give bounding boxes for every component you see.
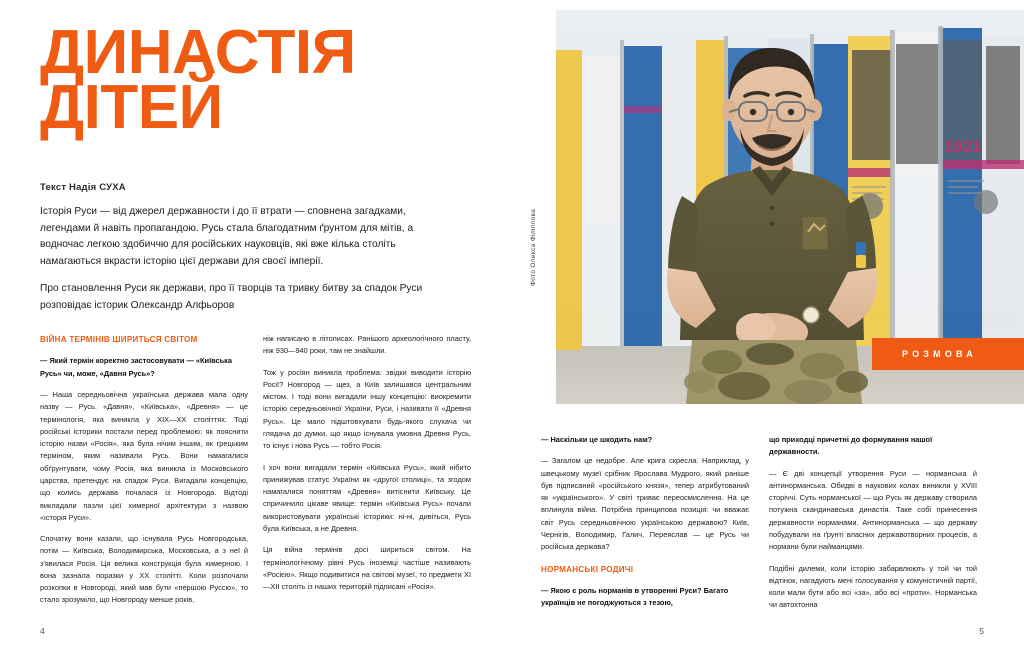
column-2-paragraph-4: Ця війна термінів досі шириться світом. На термінологічному рівні Русь іноземці частіше називають «Росією». Якщо подивитися на світові музеї, то предмети XI—XII століть із наших територій підписані «Росія». [263,545,471,592]
page-number-left: 4 [40,626,45,636]
banner-year-label: 1921 [944,137,982,156]
column-2-paragraph-2: Тож у росіян виникла проблема: звідки виводити історію Росії? Новгород — щез, а Київ залишався центральним містом. І тоді вони вигадали іншу концепцію: виокремити історію середньовічної України, Руси, і називати її «Древня Русь». Це мало підштовхувати будь-якого слухача чи глядача до думки, що якщо існувала умовна Древня Русь, то існує і нова Русь — тобто Росія. [263,367,471,451]
question-3: — Якою є роль норманів в утворенні Руси? Багато українців не погоджуються з тезою, [541,585,729,608]
column-4-question-continuation: що приходці причетні до формування нашої державности. [769,435,933,457]
headline-line-2: ДІТЕЙ [40,72,223,142]
text-column-2 [263,333,471,593]
page-title [40,18,480,142]
column-4-paragraph-2: — Є дві концепції утворення Руси — норманська й антинорманська. Обидві в наукових колах виникли у XVIII сторіччі. Суть норманської — що Русь як державу створила потужна скандинавська династія. Таке собі принесення державности норманами. Антинорманська — що державу побудували на ґрунті власних державотворних процесів, а нормани були найманцями. [769,468,977,552]
section-heading-war-of-terms: ВІЙНА ТЕРМІНІВ ШИРИТЬСЯ СВІТОМ [40,335,198,344]
lede-paragraph-2: Про становлення Руси як держави, про її творців та тривку битву за спадок Руси розповідає історик Олександр Алфьоров [40,283,423,311]
text-column-3 [541,434,749,610]
headline-line-1: ДИНАСТІЯ [40,18,356,87]
photo-credit: Фото Олекса Філіппова [530,208,537,286]
column-2-paragraph-3: І хоч вони вигадали термін «Київська Русь», який нібито принижував статус України як «другої столиці», та згодом намагалися поняттям «Древня» витіснити Київську. Це спричинило цікаве явище: термін «Київська Русь» почали використовувати українські історики: ні-ні, дивіться, Русь була Київська, а не Древня. [263,462,471,533]
column-3-paragraph-1: — Загалом це недобре. Але крига скресла. Наприклад, у швецькому музеї срібник Ярослава Мудрого, який раніше був підписаний «російського князя», тепер атрибутований як «українського». У світі триває переосмислення. На це вплинула війна. Потрібна принципова позиція: чи вважає світ Русь середньовічною українською державою? Київ, Чернігів, Володимир, Галич, Переяслав — це Русь чи російська держава? [541,456,749,552]
section-heading-norman-relatives: НОРМАНСЬКІ РОДИЧІ [541,564,634,574]
question-2: — Наскільки це шкодить нам? [541,435,653,444]
lede-block [40,204,452,314]
column-1-paragraph-1: — Наша середньовічна українська держава мала одну назву — Русь. «Давня», «Київська», «Древня» — це термінологія, яка виникла у XIX—XX століттях. Тоді російські історики постали перед проблемою: як пояснити історію назви «Росія», яка була нічим іншим, як грецьким терміном, яким називали Русь. Вони намагалися обґрунтувати, чому Росія, яка виникла із Московського царства, претендує на спадок Руси. Вигадали концепцію, що колись держава почалася із Новгорода. Відтоді викладали пазли цієї химерної архітектури з назвою «історія Руси». [40,389,248,522]
page-number-right: 5 [979,626,984,636]
column-2-paragraph-1: ніж написано в літописах. Ранішого археологічного пласту, ніж 930—940 роки, там не знайшли. [263,334,471,356]
lede-paragraph-1: Історія Руси — від джерел державности і до її втрати — сповнена загадками, легендами й навіть пропагандою. Русь стала благодатним ґрунтом для мітів, а водночас легкою здобиччю для російських науковців, які вже кілька століть намагаються вкрасти історію цієї держави для своєї імперії. [40,206,414,267]
question-1: — Який термін коректно застосовувати — «Київська Русь» чи, може, «Давня Русь»? [40,356,232,378]
column-4-paragraph-3: Подібні дилеми, коли історію забарвлюють у той чи той відтінок, нагадують мені голосування у комуністичній партії, коли мали бути або всі «за», або всі «проти». Норманська чи автохтонна [769,563,977,610]
section-badge-rozmova: РОЗМОВА [872,338,1024,370]
text-column-4 [769,434,977,612]
column-1-paragraph-2: Спочатку вони казали, що існувала Русь Новгородська, потім — Київська, Володимирська, Московська, а з неї й з'явилася Росія. Ця велика конструкція була химерною. І вона зазнала поразки у XX столітті. Коли розпочали розкопки в Новгороді, який мав бути «першою Руссю», то стало зрозуміло, що Новгороду менше років, [40,534,248,605]
text-column-1 [40,333,248,607]
byline: Текст Надія СУХА [40,182,126,193]
